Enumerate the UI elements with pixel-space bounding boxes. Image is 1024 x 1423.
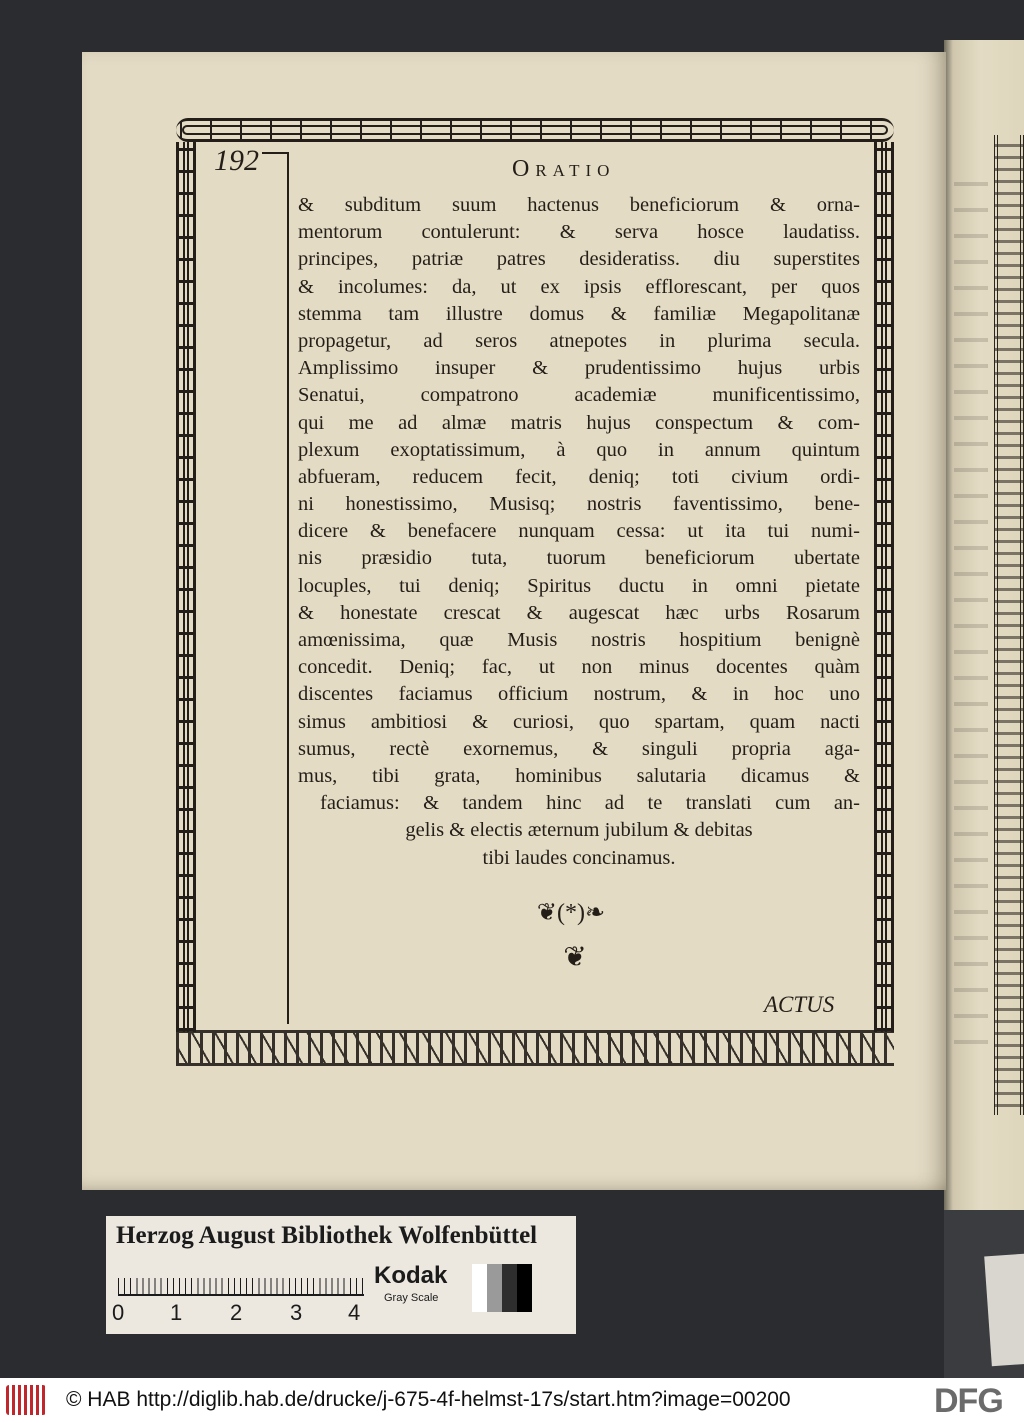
margin-rule — [287, 152, 289, 1024]
text-line: tibi laudes concinamus. — [482, 846, 676, 869]
page-number: 192 — [214, 144, 259, 177]
text-line: amœnissima, quæ Musis nostris hospitium benignè — [298, 629, 860, 651]
ornamental-border-top — [176, 118, 894, 142]
source-link[interactable]: © HAB http://diglib.hab.de/drucke/j-675-4f-helmst-17s/start.htm?image=00200 — [66, 1388, 791, 1411]
ruler-number: 0 — [112, 1300, 125, 1325]
hab-barcode-icon — [6, 1385, 46, 1415]
ruler-number: 3 — [290, 1300, 303, 1325]
ruler-number: 4 — [348, 1300, 361, 1325]
text-line: concedit. Deniq; fac, ut non minus docentes quàm — [298, 656, 860, 679]
text-line: locuples, tui deniq; Spiritus ductu in omni pietate — [298, 574, 860, 597]
gray-patch — [487, 1264, 502, 1312]
text-line: & honestate crescat & augescat hæc urbs Rosarum — [298, 601, 860, 624]
catchword: ACTUS — [764, 992, 835, 1017]
facing-page-edge — [944, 40, 1024, 1210]
text-line: mus, tibi grata, hominibus salutaria dicamus & — [298, 764, 860, 787]
footer-bar — [0, 1378, 1024, 1423]
ruler-numbers — [112, 1300, 372, 1326]
text-line: Amplissimo insuper & prudentissimo hujus urbis — [298, 357, 860, 380]
text-line: Senatui, compatrono academiæ munificentissimo, — [298, 384, 860, 407]
text-line: stemma tam illustre domus & familiæ Megapolitanæ — [298, 302, 860, 325]
text-line: mentorum contulerunt: & serva hosce laudatiss. — [298, 221, 860, 244]
fleuron-ornament: ❦(*)❧ — [536, 900, 606, 926]
running-head: Oratio — [512, 156, 616, 182]
text-line: sumus, rectè exornemus, & singuli propria aga- — [298, 737, 860, 760]
scale-card — [106, 1216, 576, 1334]
gray-patch — [502, 1264, 517, 1312]
gray-patch — [472, 1264, 487, 1312]
text-line: & subditum suum hactenus beneficiorum & orna- — [298, 194, 860, 216]
text-line: ni honestissimo, Musisq; nostris faventissimo, bene- — [298, 493, 860, 516]
text-line: gelis & electis æternum jubilum & debitas — [405, 819, 753, 842]
facing-page-text — [954, 160, 988, 1060]
text-line: simus ambitiosi & curiosi, quo spartam, quam nacti — [298, 710, 860, 733]
text-line: abfueram, reducem fecit, deniq; toti civium ordi- — [298, 465, 860, 488]
ruler-number: 1 — [170, 1300, 183, 1325]
text-line: qui me ad almæ matris hujus conspectum & com- — [298, 411, 860, 434]
kodak-logo: Kodak — [374, 1262, 448, 1289]
fleuron-small: ❦ — [563, 942, 587, 973]
ornamental-border-left — [176, 142, 196, 1032]
text-line: plexum exoptatissimum, à quo in annum quintum — [298, 438, 860, 461]
text-line: faciamus: & tandem hinc ad te translati cum an- — [320, 792, 860, 815]
secondary-card — [984, 1254, 1024, 1367]
scan-background — [944, 1210, 1024, 1390]
facing-page-border — [994, 135, 1024, 1115]
text-line: propagetur, ad seros atnepotes in plurima secula. — [298, 329, 860, 352]
folio-rule — [262, 152, 288, 154]
ornamental-border-bottom — [176, 1030, 894, 1066]
ruler-number: 2 — [230, 1300, 243, 1325]
text-line: nis præsidio tuta, tuorum beneficiorum ubertate — [298, 547, 860, 570]
text-line: dicere & benefacere nunquam cessa: ut ita tui numi- — [298, 520, 860, 543]
body-text — [298, 192, 860, 872]
gray-scale-label: Gray Scale — [384, 1292, 439, 1304]
ornamental-border-right — [874, 142, 894, 1032]
ruler-ticks — [118, 1266, 364, 1296]
library-name: Herzog August Bibliothek Wolfenbüttel — [116, 1222, 538, 1249]
gray-patches — [472, 1264, 532, 1312]
text-line: discentes faciamus officium nostrum, & in hoc uno — [298, 683, 860, 706]
text-line: principes, patriæ patres desideratiss. diu superstites — [298, 248, 860, 271]
text-line: & incolumes: da, ut ex ipsis efflorescant, per quos — [298, 275, 860, 298]
dfg-logo: DFG — [930, 1382, 1003, 1421]
gray-patch — [517, 1264, 532, 1312]
